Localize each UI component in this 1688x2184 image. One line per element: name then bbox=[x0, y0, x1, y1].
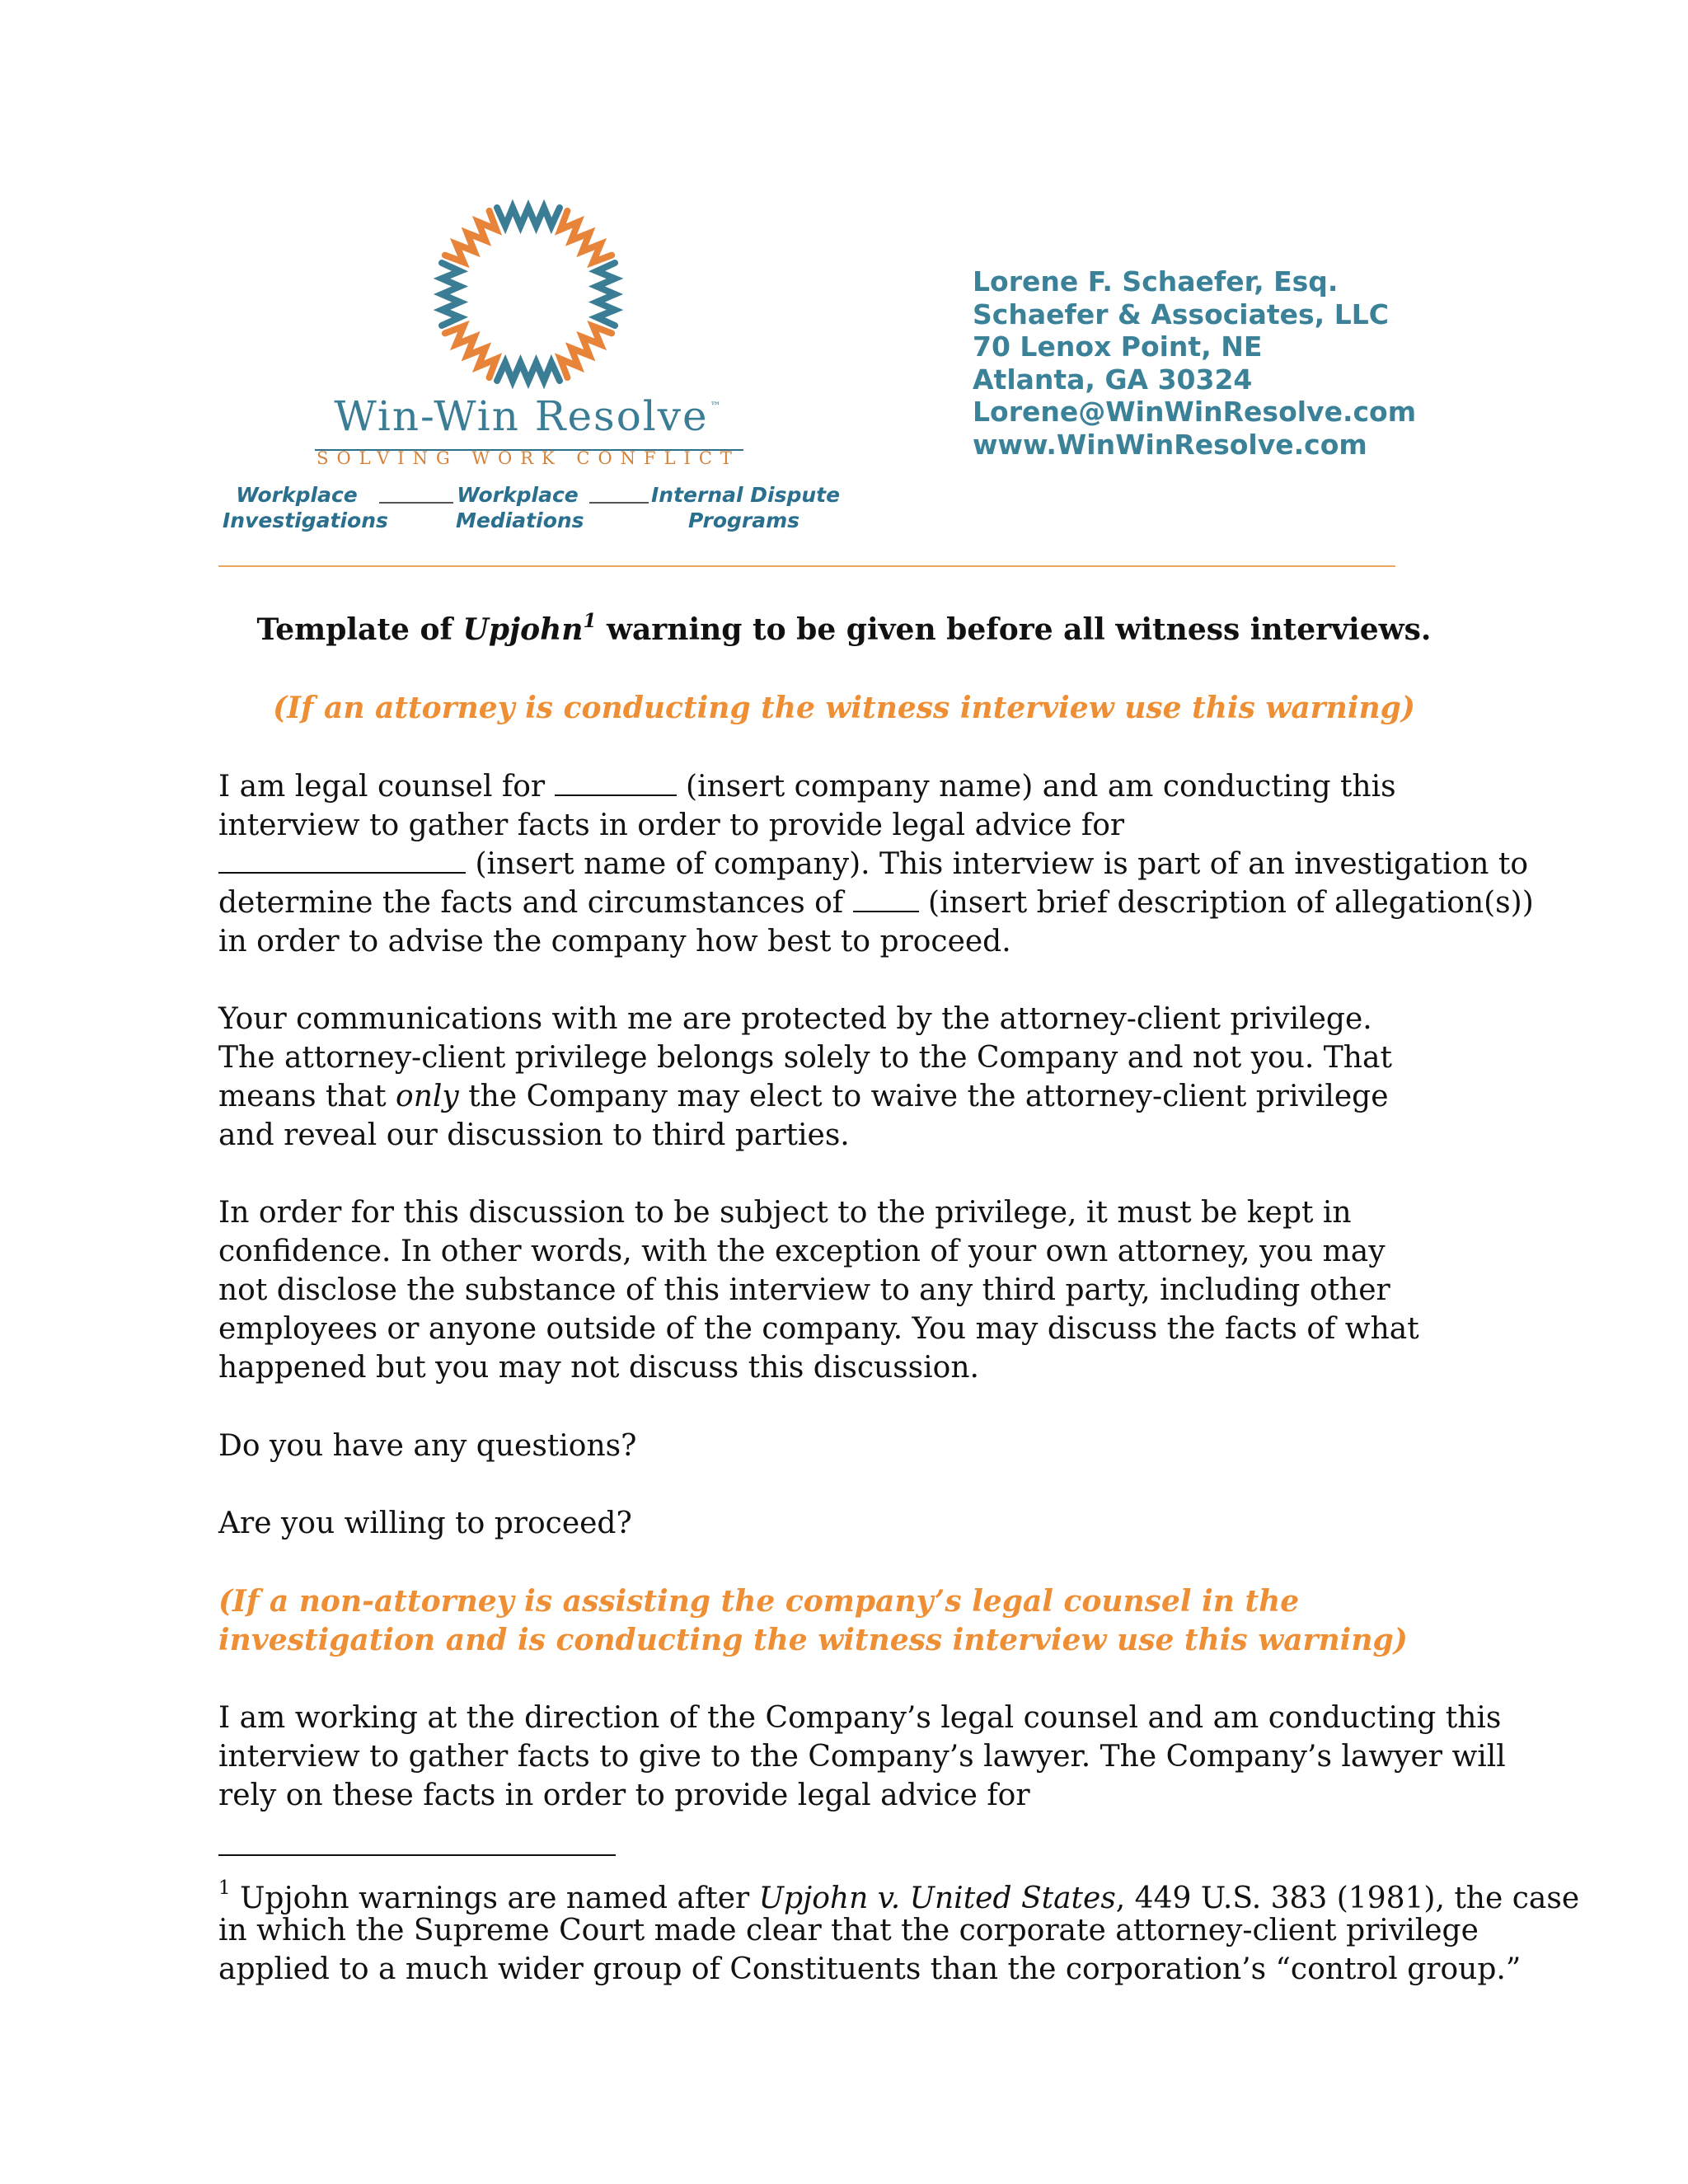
contact-block bbox=[973, 265, 1434, 461]
contact-website-link[interactable]: www.WinWinResolve.com bbox=[973, 428, 1367, 461]
logo-zigzag-mark bbox=[597, 263, 615, 326]
logo-ring-emblem bbox=[420, 198, 636, 391]
logo-zigzag-mark bbox=[445, 211, 502, 268]
allegation-blank bbox=[853, 886, 919, 912]
attorney-warning-paragraph-1: I am legal counsel for (insert company name) and am conducting this interview to gather facts in order to provide legal advice for (insert name of company). This interview is part of an investigation to determine the facts and circumstances of (insert brief description of allegation(s)) in order to advise the company how best to proceed. bbox=[218, 770, 1534, 958]
logo-service-mediations: Workplace Mediations bbox=[456, 483, 584, 532]
logo-zigzag-mark bbox=[497, 363, 560, 381]
logo-service-investigations: Workplace Investigations bbox=[223, 483, 388, 532]
non-attorney-instruction-note: (If a non-attorney is assisting the company’s legal counsel in the investigation and is conducting the witness interview use this warning) bbox=[218, 1584, 1408, 1657]
question-any-questions: Do you have any questions? bbox=[218, 1429, 637, 1463]
logo-service-separator bbox=[589, 502, 649, 504]
logo-company-name: Win-Win Resolve ™ bbox=[334, 392, 723, 440]
company-name-blank bbox=[218, 847, 466, 874]
header-divider bbox=[218, 565, 1395, 567]
non-attorney-warning-paragraph: I am working at the direction of the Company’s legal counsel and am conducting this interview to gather facts to give to the Company’s lawyer. The Company’s lawyer will rely on these facts in order to provide legal advice for bbox=[218, 1701, 1506, 1812]
footnote-marker: 1 bbox=[218, 1877, 231, 1899]
contact-email-link[interactable]: Lorene@WinWinResolve.com bbox=[973, 396, 1417, 428]
footnote-separator bbox=[218, 1854, 616, 1856]
document-title: Template of Upjohn$^1$ warning to be given before all witness interviews. bbox=[256, 610, 1432, 647]
question-willing-to-proceed: Are you willing to proceed? bbox=[218, 1507, 632, 1540]
logo-zigzag-mark bbox=[445, 321, 502, 377]
logo-zigzag-mark bbox=[442, 263, 460, 326]
logo-service-dispute-programs: Internal Dispute Programs bbox=[651, 483, 841, 532]
attorney-warning-paragraph-3: In order for this discussion to be subject to the privilege, it must be kept in confidence. In other words, with the exception of your own attorney, you may not disclose the substance of this interview to any third party, including other employees or anyone outside of the company. You may discuss the facts of what happened but you may not discuss this discussion. bbox=[218, 1196, 1419, 1385]
contact-name: Lorene F. Schaefer, Esq. bbox=[973, 265, 1339, 298]
logo-tagline: SOLVING WORK CONFLICT bbox=[316, 448, 740, 468]
attorney-warning-paragraph-2: Your communications with me are protected by the attorney-client privilege. The attorney-client privilege belongs solely to the Company and not you. That means that only the Company may elect to waive the attorney-client privilege and reveal our discussion to third parties. bbox=[218, 1002, 1392, 1152]
attorney-instruction-note: (If an attorney is conducting the witness interview use this warning) bbox=[273, 691, 1415, 725]
contact-city: Atlanta, GA 30324 bbox=[973, 363, 1253, 396]
logo-service-separator bbox=[379, 502, 453, 504]
company-logo bbox=[223, 198, 841, 534]
contact-firm: Schaefer & Associates, LLC bbox=[973, 298, 1389, 330]
logo-zigzag-mark bbox=[555, 211, 612, 268]
footnote-reference[interactable]: 1 bbox=[583, 610, 597, 632]
company-name-blank bbox=[555, 770, 677, 796]
logo-zigzag-mark bbox=[497, 208, 560, 226]
logo-zigzag-mark bbox=[555, 321, 612, 377]
contact-street: 70 Lenox Point, NE bbox=[973, 330, 1263, 363]
footnote: $^1$ Upjohn warnings are named after Upjohn v. United States, 449 U.S. 383 (1981), the case in which the Supreme Court made clear that the corporate attorney-client privilege applied to a much wider group of Constituents than the corporation’s “control group.” bbox=[218, 1877, 1580, 1986]
